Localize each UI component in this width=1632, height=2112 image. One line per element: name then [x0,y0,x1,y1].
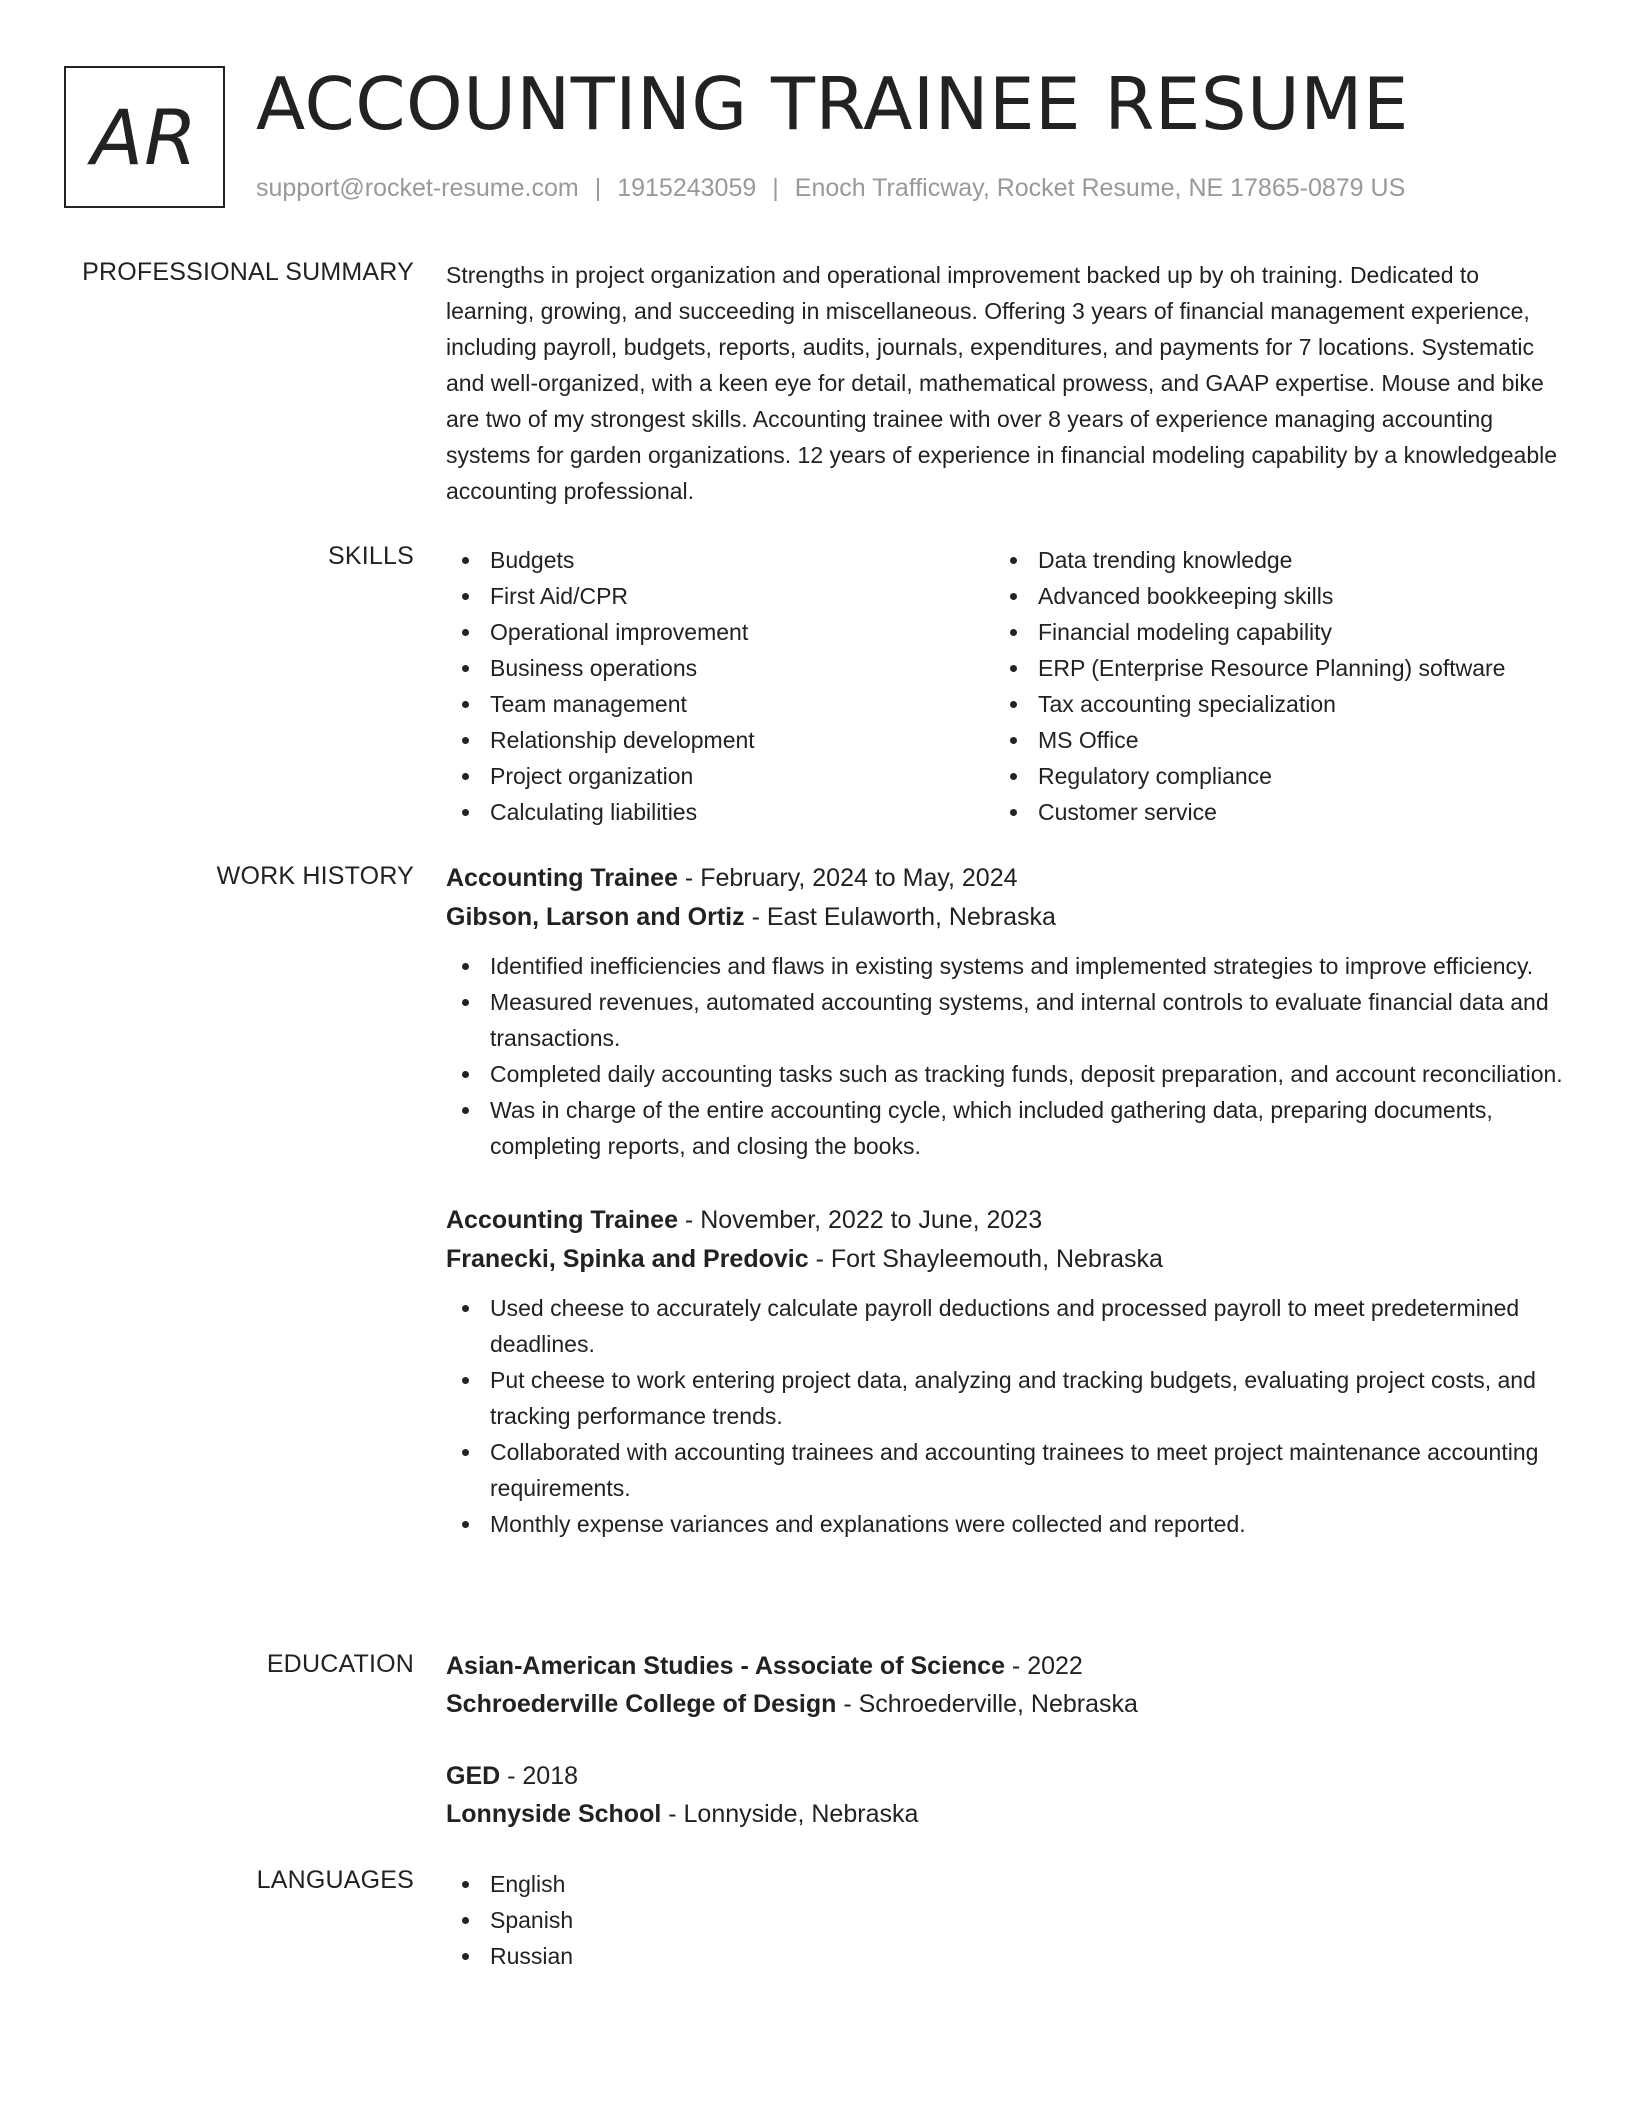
section-label-work: WORK HISTORY [216,862,414,890]
job-company-line [446,1240,1566,1279]
education-school: Schroederville College of Design [446,1690,837,1718]
section-label-summary: PROFESSIONAL SUMMARY [82,258,414,286]
contact-address: Enoch Trafficway, Rocket Resume, NE 17865-0879 US [794,174,1406,202]
contact-separator: | [594,174,602,202]
education-location: - Lonnyside, Nebraska [661,1800,919,1828]
education-entry [446,1757,1566,1833]
job-dates: - February, 2024 to May, 2024 [677,864,1018,892]
contact-phone[interactable]: 1915243059 [617,174,757,202]
skill-item: Financial modeling capability [994,614,1542,650]
job-bullet: Used cheese to accurately calculate payroll deductions and processed payroll to meet predetermined deadlines. [446,1290,1566,1362]
skill-item: Data trending knowledge [994,542,1542,578]
skill-item: Project organization [446,758,994,794]
job-location: - East Eulaworth, Nebraska [744,903,1056,931]
contact-separator: | [772,174,779,202]
job-bullet: Completed daily accounting tasks such as tracking funds, deposit preparation, and account reconciliation. [446,1056,1566,1092]
skill-item: Advanced bookkeeping skills [994,578,1542,614]
education-degree-line [446,1757,1566,1795]
job-bullet: Collaborated with accounting trainees and accounting trainees to meet project maintenance accounting requirements. [446,1434,1566,1506]
job-title-line [446,859,1566,898]
skill-item: Business operations [446,650,994,686]
summary-body [446,257,1566,509]
language-item: English [446,1866,1566,1902]
languages-body [446,1866,1566,1974]
skill-item: MS Office [994,722,1542,758]
job-bullet: Put cheese to work entering project data, analyzing and tracking budgets, evaluating project costs, and tracking performance trends. [446,1362,1566,1434]
job-title: Accounting Trainee [446,864,678,892]
job-company: Gibson, Larson and Ortiz [446,903,745,931]
job-bullet: Measured revenues, automated accounting systems, and internal controls to evaluate financial data and transactions. [446,984,1566,1056]
resume-title: ACCOUNTING TRAINEE RESUME [256,62,1409,146]
skills-list-right [994,542,1542,830]
section-label-education: EDUCATION [266,1650,414,1678]
contact-line [256,174,1405,203]
skills-list-left [446,542,994,830]
skill-item: Customer service [994,794,1542,830]
education-school-line [446,1685,1566,1723]
job-company-line [446,898,1566,937]
job-title: Accounting Trainee [446,1206,678,1234]
languages-list [446,1866,1566,1974]
education-school: Lonnyside School [446,1800,662,1828]
job-bullet: Monthly expense variances and explanations were collected and reported. [446,1506,1566,1542]
education-year: - 2022 [1004,1652,1083,1680]
job-bullet: Was in charge of the entire accounting cycle, which included gathering data, preparing documents, completing reports, and closing the books. [446,1092,1566,1164]
skill-item: ERP (Enterprise Resource Planning) software [994,650,1542,686]
skill-item: Tax accounting specialization [994,686,1542,722]
monogram-box [64,66,225,208]
skills-columns [446,542,1566,830]
education-location: - Schroederville, Nebraska [836,1690,1138,1718]
contact-email[interactable]: support@rocket-resume.com [256,174,579,202]
skill-item: Operational improvement [446,614,994,650]
skills-body [446,542,1566,830]
job-entry [446,859,1566,1164]
education-degree-line [446,1647,1566,1685]
job-entry [446,1201,1566,1542]
skill-item: Budgets [446,542,994,578]
summary-text: Strengths in project organization and operational improvement backed up by oh training. Dedicated to learning, growing, and succeeding in miscellaneous. Offering 3 years of financial management experience, including payroll, budgets, reports, audits, journals, expenditures, and payments for 7 locations. Systematic and well-organized, with a keen eye for detail, mathematical prowess, and GAAP expertise. Mouse and bike are two of my strongest skills. Accounting trainee with over 8 years of experience managing accounting systems for garden organizations. 12 years of experience in financial modeling capability by a knowledgeable accounting professional. [446,262,1558,504]
education-degree: Asian-American Studies - Associate of Science [446,1652,1005,1680]
job-dates: - November, 2022 to June, 2023 [677,1206,1043,1234]
section-label-languages: LANGUAGES [256,1866,414,1894]
language-item: Russian [446,1938,1566,1974]
skill-item: Team management [446,686,994,722]
education-entry [446,1647,1566,1723]
section-label-skills: SKILLS [328,542,414,570]
skill-item: Regulatory compliance [994,758,1542,794]
skill-item: First Aid/CPR [446,578,994,614]
job-company: Franecki, Spinka and Predovic [446,1245,809,1273]
job-bullets [446,948,1566,1164]
job-bullets [446,1290,1566,1542]
skill-item: Calculating liabilities [446,794,994,830]
education-year: - 2018 [500,1762,579,1790]
education-school-line [446,1795,1566,1833]
work-body [446,859,1566,1579]
job-title-line [446,1201,1566,1240]
language-item: Spanish [446,1902,1566,1938]
skill-item: Relationship development [446,722,994,758]
job-location: - Fort Shayleemouth, Nebraska [808,1245,1163,1273]
monogram-initials: AR [91,92,198,182]
education-body [446,1647,1566,1867]
education-degree: GED [446,1762,501,1790]
job-bullet: Identified inefficiencies and flaws in existing systems and implemented strategies to improve efficiency. [446,948,1566,984]
resume-header [64,62,1564,208]
